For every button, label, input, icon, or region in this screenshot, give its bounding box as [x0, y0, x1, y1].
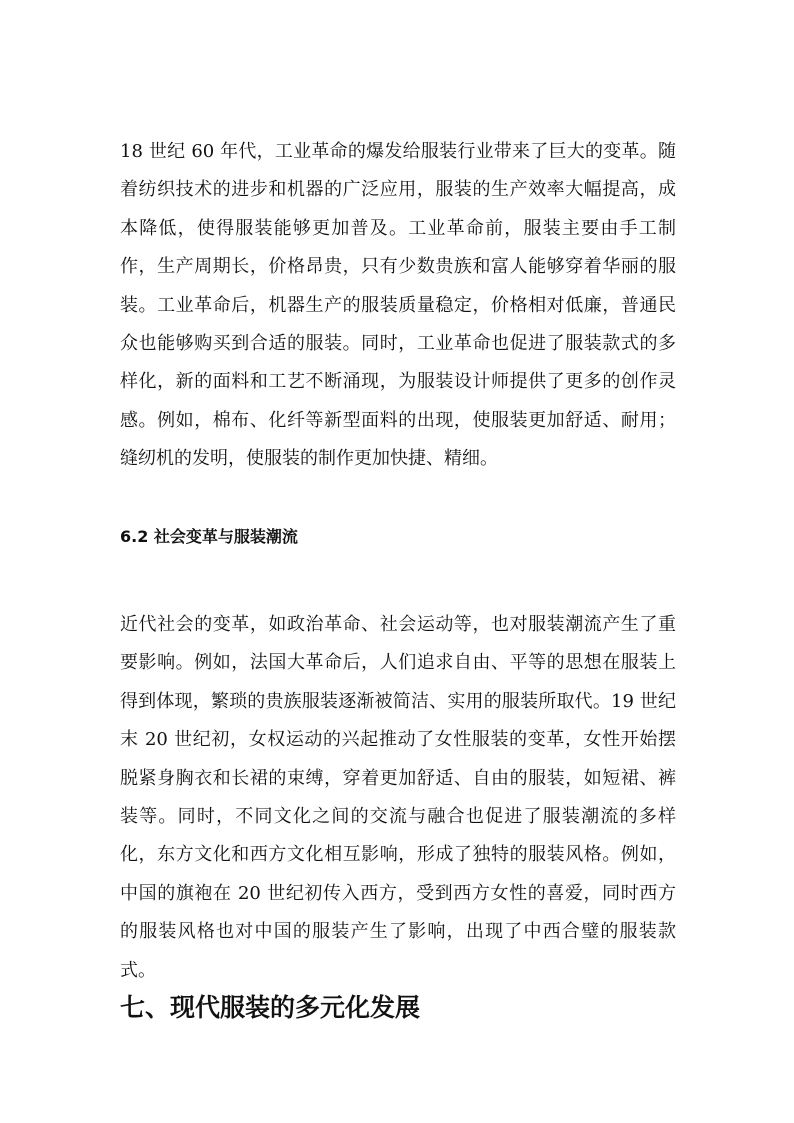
section-heading-6-2: 6.2 社会变革与服装潮流	[120, 527, 298, 546]
body-paragraph-industrial-revolution: 18 世纪 60 年代，工业革命的爆发给服装行业带来了巨大的变革。随着纺织技术的进步和机器的广泛应用，服装的生产效率大幅提高，成本降低，使得服装能够更加普及。工业革命前，服装主要由手工制作，生产周期长，价格昂贵，只有少数贵族和富人能够穿着华丽的服装。工业革命后，机器生产的服装质量稳定，价格相对低廉，普通民众也能够购买到合适的服装。同时，工业革命也促进了服装款式的多样化，新的面料和工艺不断涌现，为服装设计师提供了更多的创作灵感。例如，棉布、化纤等新型面料的出现，使服装更加舒适、耐用；缝纫机的发明，使服装的制作更加快捷、精细。	[120, 141, 676, 470]
chapter-heading-7: 七、现代服装的多元化发展	[120, 993, 421, 1022]
body-paragraph-social-change: 近代社会的变革，如政治革命、社会运动等，也对服装潮流产生了重要影响。例如，法国大革命后，人们追求自由、平等的思想在服装上得到体现，繁琐的贵族服装逐渐被简洁、实用的服装所取代。19 世纪末 20 世纪初，女权运动的兴起推动了女性服装的变革，女性开始摆脱紧身胸衣和长裙的束缚，穿着更加舒适、自由的服装，如短裙、裤装等。同时，不同文化之间的交流与融合也促进了服装潮流的多样化，东方文化和西方文化相互影响，形成了独特的服装风格。例如，中国的旗袍在 20 世纪初传入西方，受到西方女性的喜爱，同时西方的服装风格也对中国的服装产生了影响，出现了中西合璧的服装款式。	[120, 614, 676, 981]
